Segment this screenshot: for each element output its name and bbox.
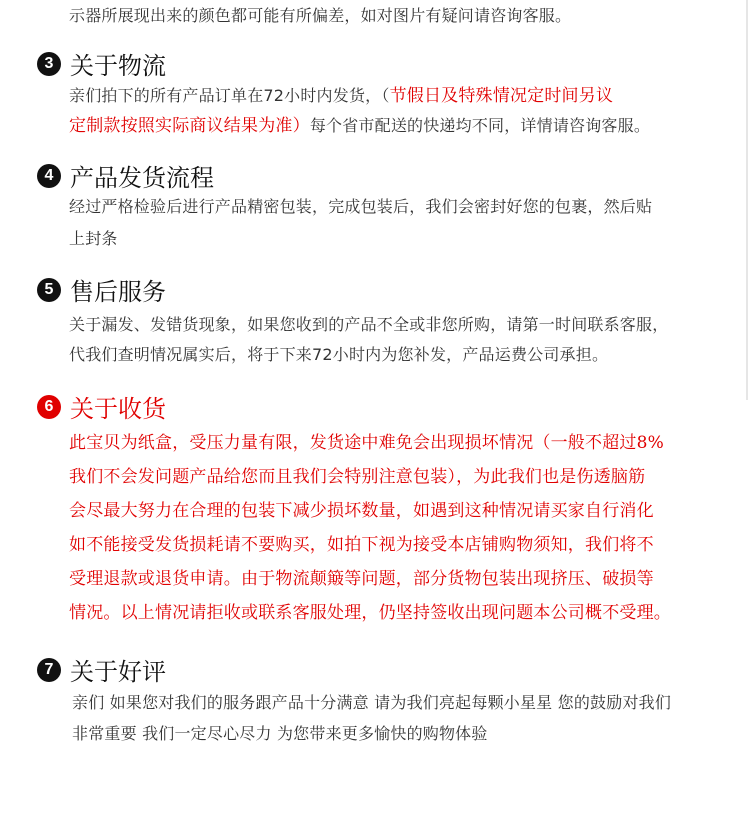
section-receiving-heading <box>37 389 166 424</box>
section-shipping-process-heading <box>37 158 214 193</box>
section-reviews-heading <box>37 652 166 687</box>
after-sales-text-line-1: 关于漏发、发错货现象，如果您收到的产品不全或非您所购，请第一时间联系客服， <box>69 315 669 334</box>
section-title: 售后服务 <box>70 278 166 306</box>
intro-text: 示器所展现出来的颜色都可能有所偏差，如对图片有疑问请咨询客服。 <box>69 6 572 25</box>
receiving-text-line: 情况。以上情况请拒收或联系客服处理，仍坚持签收出现问题本公司概不受理。 <box>69 603 671 623</box>
reviews-text-line-2: 非常重要 我们一定尽心尽力 为您带来更多愉快的购物体验 <box>72 724 488 743</box>
section-number-badge: 7 <box>37 658 61 682</box>
section-title: 关于物流 <box>70 52 166 80</box>
reviews-text-line-1: 亲们 如果您对我们的服务跟产品十分满意 请为我们亮起每颗小星星 您的鼓励对我们 <box>72 693 672 712</box>
receiving-text-line: 受理退款或退货申请。由于物流颠簸等问题，部分货物包装出现挤压、破损等 <box>69 569 654 589</box>
logistics-text-line-1 <box>69 81 613 106</box>
page-edge-divider <box>746 0 748 400</box>
receiving-text-line: 如不能接受发货损耗请不要购买，如拍下视为接受本店铺购物须知，我们将不 <box>69 535 654 555</box>
after-sales-text-line-2: 代我们查明情况属实后，将于下来72小时内为您补发，产品运费公司承担。 <box>69 345 609 364</box>
section-number-badge: 3 <box>37 52 61 76</box>
section-logistics-heading <box>37 46 166 81</box>
section-after-sales-heading <box>37 272 166 307</box>
section-title: 关于收货 <box>70 395 166 423</box>
shipping-text-line-1: 经过严格检验后进行产品精密包装，完成包装后，我们会密封好您的包裹，然后贴 <box>69 197 653 216</box>
logistics-red-note-2: 定制款按照实际商议结果为准） <box>69 116 310 136</box>
logistics-text: 亲们拍下的所有产品订单在72小时内发货，（ <box>69 86 390 105</box>
receiving-text-line: 会尽最大努力在合理的包装下减少损坏数量，如遇到这种情况请买家自行消化 <box>69 501 654 521</box>
shipping-text-line-2: 上封条 <box>69 229 118 248</box>
section-title: 关于好评 <box>70 658 166 686</box>
section-number-badge: 5 <box>37 278 61 302</box>
logistics-text-line-2 <box>69 111 650 136</box>
logistics-red-note: 节假日及特殊情况定时间另议 <box>389 86 614 106</box>
section-number-badge: 4 <box>37 164 61 188</box>
receiving-text-line: 此宝贝为纸盒，受压力量有限，发货途中难免会出现损坏情况（一般不超过8% <box>69 433 664 453</box>
logistics-text-2: 每个省市配送的快递均不同，详情请咨询客服。 <box>309 116 651 135</box>
receiving-text-line: 我们不会发问题产品给您而且我们会特别注意包装），为此我们也是伤透脑筋 <box>69 467 646 487</box>
section-title: 产品发货流程 <box>70 164 214 192</box>
section-number-badge: 6 <box>37 395 61 419</box>
